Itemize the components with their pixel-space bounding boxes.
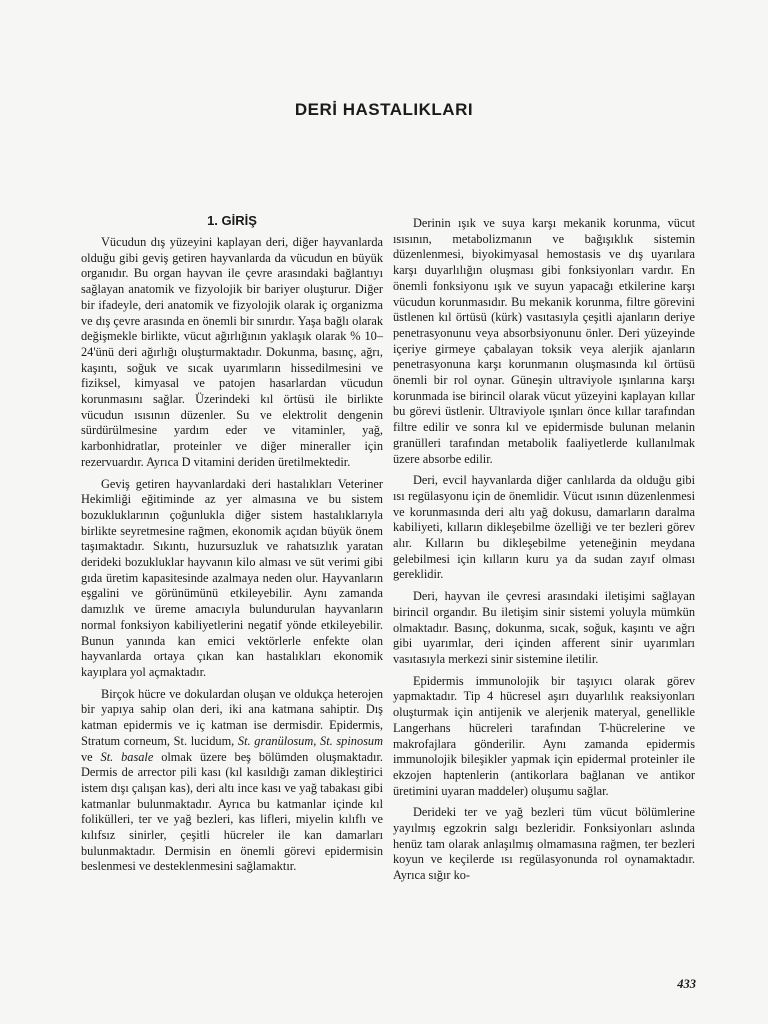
italic-term: St. basale <box>100 749 154 764</box>
right-column <box>393 216 695 890</box>
page-number: 433 <box>677 977 696 991</box>
paragraph: Deri, evcil hayvanlarda diğer canlılarda da olduğu gibi ısı regülasyonu için de önemlidir. Vücut ısının düzenlenmesi ve korunmasında deri altı yağ dokusu, damarların daralma kabiliyeti, kılların dikleşebilme özelliği ve ter bezleri görev alır. Kılların bu dikleşebilme yeteneğinin meydana gelebilmesi için kılların kuru ya da sudan zayıf olması gereklidir. <box>393 473 695 582</box>
text-run: olmak üzere beş bölümden oluşmaktadır. Dermis de arrector pili kası (kıl kasıldığı zaman dikleştirici istem dışı çalışan kas), deri altı ince kası ve yağ tabakası gibi katmanlar bulunmaktadır. Ayrıca bu katmanlar içinde kıl folikülleri, ter ve yağ bezleri, kas lifleri, miyelin kılıflı ve kılıfsız sinirler, çeşitli hücreler ile kan damarları bulunmaktadır. Dermisin en önemli görevi epidermisin beslenmesi ve desteklenmesini sağlamaktır. <box>81 749 383 874</box>
text-run: ve <box>81 749 101 764</box>
text-run: Birçok hücre ve dokulardan oluşan ve oldukça heterojen bir yapıya sahip olan deri, iki ana katmana sahiptir. Dış katman epidermis ve iç katman ise dermisdir. Epidermis, Stratum corneum, St. lucidum, <box>81 686 383 748</box>
paragraph: Geviş getiren hayvanlardaki deri hastalıkları Veteriner Hekimliği eğitiminde az yer almasına ve bu sistem bozukluklarının çoğunlukla diğer sistem hastalıklarıyla birlikte seyretmesine rağmen, ekonomik açıdan büyük önem taşımaktadır. Sıkıntı, huzursuzluk ve rahatsızlık yaratan derideki bozukluklar hayvanın kilo alması ve süt verimi gibi gıda üretim kapasitesinde azalmaya neden olur. Hayvanların eşgalini ve görünümünü etkileyebilir. Aynı zamanda damızlık ve üreme amacıyla bulundurulan hayvanların normal fonksiyon kabiliyetlerini negatif yönde etkileyebilir. Bunun yanında kan emici vektörlerle enfekte olan hayvanlarda ortaya çıkan kan hastalıkları ekonomik kayıplara yol açmaktadır. <box>81 476 383 679</box>
page-title: DERİ HASTALIKLARI <box>294 100 474 119</box>
paragraph: Vücudun dış yüzeyini kaplayan deri, diğer hayvanlarda olduğu gibi geviş getiren hayvanlarda da vücudun en büyük organıdır. Bu organ hayvan ile çevre arasındaki bağlantıyı sağlayan anatomik ve fizyolojik bir bariyer oluşturur. Diğer bir ifadeyle, deri anatomik ve fizyolojik olarak iç organizma ve dış çevre arasında en önemli bir sınırdır. Yaşa bağlı olarak değişmekle birlikte, vücut ağırlığının yaklaşık olarak % 10–24'ünü deri ağırlığı oluşturmaktadır. Dokunma, basınç, ağrı, kaşıntı, soğuk ve sıcak uyarımların hissedilmesini ve fiziksel, kimyasal ve patojen hasarlardan vücudun korunmasını sağlar. Üzerindeki kıl örtüsü ile birlikte vücudun ısısının düzenler. Su ve elektrolit dengenin sürdürülmesine yardım eder ve vitaminler, yağ, karbonhidratlar, proteinler ve diğer mineraller için rezervuardır. Ayrıca D vitamini deriden üretilmektedir. <box>81 235 383 469</box>
text-run: , <box>313 733 321 748</box>
paragraph: Derideki ter ve yağ bezleri tüm vücut bölümlerine yayılmış egzokrin salgı bezleridir. Fonksiyonları aslında henüz tam olarak anlaşılmış olmamasına rağmen, ter bezleri koyun ve keçilerde ısı regülasyonunda rol oynamaktadır. Ayrıca sığır ko- <box>393 805 695 883</box>
paragraph: Epidermis immunolojik bir taşıyıcı olarak görev yapmaktadır. Tip 4 hücresel aşırı duyarlılık reaksiyonları oluşturmak için antijenik ve alerjenik materyal, genellikle Langerhans hücreleri tarafından T-hücrelerine ve makrofajlara gönderilir. Aynı zamanda epidermis immunolojik bileşikler yapmak için epidermal proteinler ile ekzojen haptenlerin (antikorlara bağlanan ve antikor üretimini uyaran maddeler) oluşumu sağlar. <box>393 673 695 798</box>
section-heading: 1. GİRİŞ <box>207 213 257 228</box>
paragraph <box>81 687 383 875</box>
paragraph: Deri, hayvan ile çevresi arasındaki iletişimi sağlayan birincil organdır. Bu iletişim sinir sistemi yoluyla mümkün olmaktadır. Basınç, dokunma, sıcak, soğuk, kaşıntı ve ağrı gibi uyarımlar, deri içinden afferent sinir uyarımları vasıtasıyla merkezi sinir sistemine iletilir. <box>393 589 695 666</box>
paragraph: Derinin ışık ve suya karşı mekanik korunma, vücut ısısının, metabolizmanın ve bağışıklık sistemin düzenlenmesi, biyokimyasal hemostasis ve dış uyarılara karşı duyarlılığın oluşması gibi fonksiyonları vardır. En önemli fonksiyonu ışık ve suyun yapacağı etkilerine karşı vücudun korunmasıdır. Bu mekanik korunma, filtre görevini üstlenen kıl örtüsü (kürk) vasıtasıyla çeşitli ajanların deriye penetrasyonunu veya absorbsiyonunu önler. Deri yüzeyinde içeriye girmeye çabalayan toksik veya alerjik ajanların penetrasyonuna karşı korunmanın oluşmasında kıl örtüsü önemli bir rol oynar. Güneşin ultraviyole ışınlarına karşı korunmada ise birincil olarak vücut yüzeyini kaplayan kıllar bu görevi üstlenir. Ultraviyole ışınları önce kıllar tarafından filtre edilir ve sonra kıl ve epidermisde bulunan melanin granülleri tarafından metabolik faaliyetlerde kullanılmak üzere absorbe edilir. <box>393 216 695 466</box>
left-column <box>81 213 383 881</box>
italic-term: St. granülosum <box>237 733 314 748</box>
italic-term: St. spinosum <box>320 733 384 748</box>
